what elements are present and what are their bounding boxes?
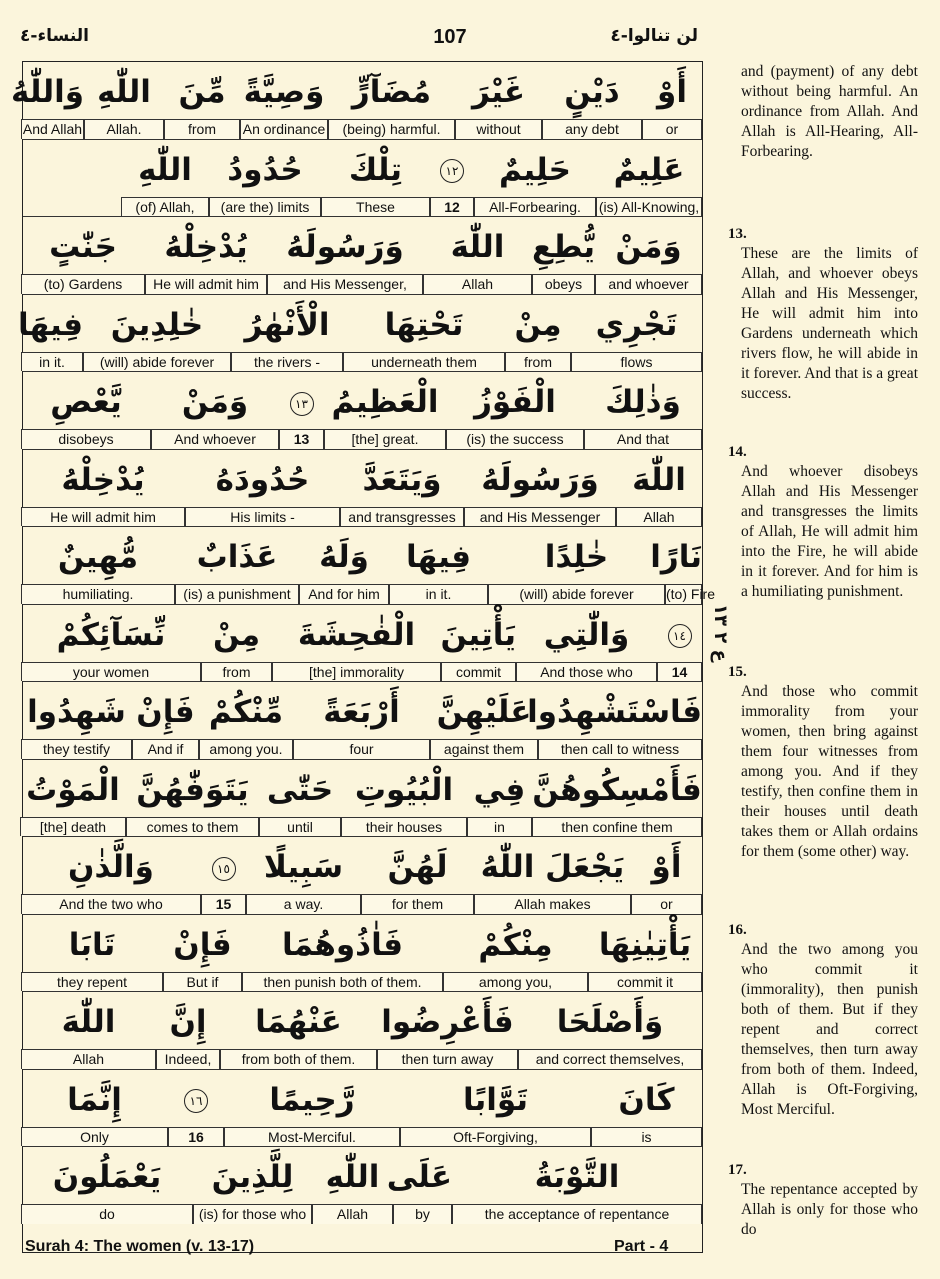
english-gloss: in: [467, 817, 532, 837]
arabic-word: إِنَّمَا: [67, 1081, 122, 1118]
arabic-word: الْأَنْهٰرُ: [244, 306, 330, 343]
arabic-word: يُدْخِلْهُ: [164, 229, 248, 265]
arabic-word: اللّٰهَ: [61, 1004, 116, 1040]
english-gloss: But if: [163, 972, 242, 992]
arabic-word: لِلَّذِينَ: [211, 1159, 294, 1195]
verse-end-marker: [201, 841, 246, 893]
arabic-line: [23, 837, 702, 893]
english-gloss: from: [201, 662, 272, 682]
arabic-word: يُّطِعِ: [531, 229, 595, 265]
english-line: [23, 1127, 702, 1147]
arabic-word: مِّنَ: [178, 74, 226, 110]
arabic-line: [23, 915, 702, 971]
english-gloss: underneath them: [343, 352, 505, 372]
arabic-word: تَحْتِهَا: [384, 306, 464, 343]
english-gloss: These: [321, 197, 430, 217]
translation-block: [728, 662, 918, 862]
arabic-word: سَبِيلًا: [263, 849, 344, 885]
arabic-word: وَيَتَعَدَّ: [362, 461, 442, 498]
translation-text: And those who commit immorality from your women, then bring against them four witnesses from among you. And if they testify, then confine them in their houses until death takes them or Allah ordains for them (some other) way.: [741, 683, 918, 860]
english-line: [23, 1049, 702, 1069]
english-line: [23, 507, 702, 527]
arabic-line: [23, 992, 702, 1048]
arabic-word: فِيهَا: [17, 306, 83, 343]
english-gloss: is: [591, 1127, 702, 1147]
ruku-marker: ع ٢ ١٣: [710, 604, 731, 662]
arabic-word: أَرْبَعَةً: [323, 694, 400, 730]
english-gloss: then punish both of them.: [242, 972, 443, 992]
footer-part: Part - 4: [614, 1238, 669, 1255]
arabic-word: حَتّٰى: [266, 771, 334, 808]
translation-text: These are the limits of Allah, and whoever obeys Allah and His Messenger, He will admit him into Gardens underneath which rivers flow, he will abide in it forever. And that is a great success.: [741, 245, 918, 402]
page-number: 107: [433, 26, 467, 48]
verse-number-circle: ١٦: [184, 1089, 208, 1113]
arabic-word: فِيهَا: [405, 539, 472, 575]
english-line: [23, 274, 702, 294]
english-gloss: An ordinance: [240, 119, 328, 139]
english-gloss: (being) harmful.: [328, 119, 455, 139]
english-line: [23, 739, 702, 759]
english-line: [23, 817, 702, 837]
english-gloss: flows: [571, 352, 702, 372]
verse-row: [23, 682, 702, 760]
arabic-word: شَهِدُوا: [27, 694, 126, 730]
arabic-word: فَإِنْ: [173, 926, 232, 963]
translation-verse-number: 16.: [728, 922, 747, 938]
english-gloss: among you,: [443, 972, 588, 992]
arabic-word: غَيْرَ: [471, 74, 526, 110]
verse-number-cell: 15: [201, 894, 246, 914]
english-line: [23, 662, 702, 682]
arabic-line: [23, 760, 702, 816]
verse-row: [23, 992, 702, 1070]
arabic-word: يَعْمَلُونَ: [52, 1159, 162, 1195]
arabic-word: وَالّٰتِي: [543, 616, 630, 653]
verse-row: [23, 217, 702, 295]
english-gloss: in it.: [21, 352, 83, 372]
arabic-word: حَلِيمٌ: [499, 151, 571, 188]
arabic-word: اللّٰهِ: [138, 151, 192, 188]
verse-number-circle: ١٥: [212, 857, 236, 881]
english-gloss: Only: [21, 1127, 168, 1147]
verse-row: [23, 760, 702, 838]
english-line: [23, 1204, 702, 1224]
english-gloss: commit it: [588, 972, 702, 992]
english-gloss: Allah: [616, 507, 702, 527]
verse-number-circle: ١٣: [290, 392, 314, 416]
arabic-word: تِلْكَ: [348, 151, 403, 188]
english-line: [23, 352, 702, 372]
english-gloss: four: [293, 739, 430, 759]
verse-number-cell: 16: [168, 1127, 224, 1147]
english-gloss: (is) for those who: [193, 1204, 312, 1224]
english-gloss: or: [642, 119, 702, 139]
arabic-word: مِنْ: [212, 616, 261, 653]
english-gloss: (will) abide forever: [488, 584, 665, 604]
arabic-word: دَيْنٍ: [564, 74, 620, 110]
english-gloss: Allah: [423, 274, 532, 294]
arabic-word: وَالَّذٰنِ: [68, 849, 154, 885]
arabic-word: مِنْكُمْ: [478, 926, 553, 963]
footer-surah-reference: Surah 4: The women (v. 13-17): [25, 1238, 255, 1255]
english-gloss: disobeys: [21, 429, 151, 449]
english-gloss: any debt: [542, 119, 642, 139]
arabic-word: وَأَصْلَحَا: [556, 1004, 664, 1040]
english-gloss: Allah.: [84, 119, 164, 139]
translation-block: [728, 442, 918, 602]
verse-row: [17, 295, 702, 373]
arabic-word: وَمَنْ: [181, 384, 249, 420]
arabic-word: الْمَوْتُ: [26, 771, 120, 808]
arabic-word: الْعَظِيمُ: [331, 384, 439, 420]
arabic-word: جَنّٰتٍ: [49, 229, 117, 265]
verse-number-circle: ١٢: [440, 159, 464, 183]
english-gloss: And for him: [299, 584, 389, 604]
arabic-word: اللّٰهِ: [325, 1159, 380, 1195]
arabic-word: مُضَآرٍّ: [351, 74, 432, 110]
arabic-line: [23, 372, 702, 428]
surah-name-header: النساء-٤: [20, 26, 89, 46]
english-gloss: for them: [361, 894, 474, 914]
english-gloss: comes to them: [126, 817, 259, 837]
arabic-word: أَوْ: [657, 74, 687, 110]
translation-text: And the two among you who commit it (immorality), then punish both of them. But if they repent and correct themselves, then turn away from both of them. Indeed, Allah is Oft-Forgiving, Most Merciful.: [741, 941, 918, 1118]
english-line: [23, 429, 702, 449]
english-gloss: And those who: [516, 662, 657, 682]
verse-number-cell: 14: [657, 662, 702, 682]
word-by-word-grid: [11, 61, 715, 1253]
english-gloss: And whoever: [151, 429, 279, 449]
arabic-word: لَهُنَّ: [387, 849, 448, 885]
english-gloss: then confine them: [532, 817, 702, 837]
english-gloss: He will admit him: [145, 274, 267, 294]
english-gloss: [the] immorality: [272, 662, 441, 682]
english-gloss: from: [164, 119, 240, 139]
arabic-word: فِي: [473, 771, 526, 808]
arabic-line: [23, 140, 702, 196]
english-line: [23, 972, 702, 992]
arabic-word: أَوْ: [651, 849, 682, 885]
english-gloss: against them: [430, 739, 538, 759]
english-gloss: from: [505, 352, 571, 372]
arabic-line: [17, 295, 702, 351]
arabic-word: عَلَى: [386, 1159, 452, 1195]
arabic-word: تَابَا: [68, 926, 116, 963]
arabic-line: [23, 605, 702, 661]
arabic-line: [23, 682, 702, 738]
arabic-word: حُدُودَهُ: [215, 461, 310, 498]
arabic-word: فَإِنْ: [136, 694, 195, 730]
english-line: [23, 894, 702, 914]
english-gloss: And Allah: [22, 121, 83, 137]
translation-block: [728, 224, 918, 404]
english-gloss: in it.: [389, 584, 488, 604]
arabic-word: مُّهِينٌ: [57, 539, 139, 575]
arabic-word: فَأَعْرِضُوا: [381, 1004, 514, 1040]
arabic-word: خٰلِدًا: [544, 539, 609, 575]
arabic-word: يَأْتِيٰنِهَا: [598, 926, 692, 963]
english-gloss: His limits -: [185, 507, 340, 527]
english-gloss: the acceptance of repentance: [452, 1204, 702, 1224]
english-gloss: their houses: [341, 817, 467, 837]
arabic-word: اللّٰهَ: [632, 461, 686, 498]
english-gloss: He will admit him: [21, 507, 185, 527]
translation-text: The repentance accepted by Allah is only for those who do: [741, 1181, 918, 1238]
translation-verse-number: 17.: [728, 1162, 747, 1178]
verse-row: [23, 140, 702, 218]
arabic-word: يَّعْصِ: [50, 384, 122, 420]
verse-row: [23, 372, 702, 450]
arabic-word: عَلِيمٌ: [613, 151, 685, 188]
arabic-word: وَمَنْ: [615, 229, 682, 265]
english-gloss: And if: [132, 739, 199, 759]
arabic-word: عَنْهُمَا: [255, 1004, 342, 1040]
verse-row: [23, 1070, 702, 1148]
english-gloss: And the two who: [21, 894, 201, 914]
english-gloss: humiliating.: [21, 584, 175, 604]
verse-number-cell: 12: [430, 197, 474, 217]
english-gloss: Allah makes: [474, 894, 631, 914]
arabic-word: إِنَّ: [169, 1004, 207, 1040]
arabic-word: فَأَمْسِكُوهُنَّ: [532, 771, 702, 808]
arabic-word: التَّوْبَةُ: [534, 1159, 620, 1195]
arabic-line: [23, 1070, 702, 1126]
english-gloss: until: [259, 817, 341, 837]
english-gloss: then turn away: [377, 1049, 518, 1069]
english-gloss: among you.: [199, 739, 293, 759]
arabic-word: تَجْرِي: [595, 306, 678, 343]
english-gloss: and His Messenger: [464, 507, 616, 527]
english-gloss: do: [21, 1204, 193, 1224]
english-gloss: (are the) limits: [209, 197, 321, 217]
arabic-line: [23, 450, 702, 506]
arabic-line: [11, 62, 702, 118]
arabic-word: مِنْ: [514, 306, 562, 343]
english-gloss: your women: [21, 662, 201, 682]
english-gloss: [the] death: [20, 817, 126, 837]
arabic-word: خٰلِدِينَ: [110, 306, 204, 343]
verse-number-circle: ١٤: [668, 624, 692, 648]
arabic-word: يَجْعَلَ اللّٰهُ: [480, 849, 625, 885]
arabic-word: تَوَّابًا: [463, 1081, 528, 1118]
translation-verse-number: 14.: [728, 444, 747, 460]
english-gloss: a way.: [246, 894, 361, 914]
english-gloss: Allah: [21, 1049, 156, 1069]
english-gloss: or: [631, 894, 702, 914]
translation-block: [728, 62, 918, 162]
arabic-word: يَأْتِينَ: [440, 616, 516, 653]
english-gloss: Allah: [312, 1204, 393, 1224]
english-gloss: and correct themselves,: [518, 1049, 702, 1069]
english-gloss: Oft-Forgiving,: [400, 1127, 591, 1147]
verse-row: [23, 837, 702, 915]
verse-row: [23, 915, 702, 993]
translation-text: and (payment) of any debt without being harmful. An ordinance from Allah. And Allah is All-Hearing, All-Forbearing.: [741, 63, 918, 160]
english-gloss: by: [393, 1204, 452, 1224]
english-gloss: and His Messenger,: [267, 274, 423, 294]
english-gloss: Indeed,: [156, 1049, 220, 1069]
arabic-word: الْفَوْزُ: [474, 384, 556, 420]
english-gloss: without: [455, 119, 542, 139]
arabic-word: الْفٰحِشَةَ: [297, 616, 416, 653]
arabic-word: وَصِيَّةً: [243, 74, 325, 110]
english-gloss: from both of them.: [220, 1049, 377, 1069]
arabic-word: رَّحِيمًا: [269, 1081, 355, 1118]
english-gloss: obeys: [532, 274, 595, 294]
arabic-word: نَارًا: [650, 539, 702, 575]
arabic-line: [23, 527, 702, 583]
arabic-word: نِّسَآئِكُمْ: [56, 616, 166, 653]
verse-end-marker: [430, 144, 474, 196]
arabic-word: مِّنْكُمْ: [208, 694, 284, 730]
arabic-word: وَاللّٰهُ: [11, 74, 84, 110]
verse-row: [23, 1147, 702, 1225]
verse-row: [11, 62, 702, 140]
arabic-word: حُدُودُ: [227, 151, 303, 188]
verse-end-marker: [279, 376, 324, 428]
english-gloss: (is) All-Knowing,: [596, 197, 702, 217]
english-gloss: then call to witness: [538, 739, 702, 759]
arabic-word: عَذَابٌ: [196, 539, 278, 575]
english-gloss: (to) Fire: [666, 586, 715, 602]
arabic-word: يَتَوَفّٰهُنَّ: [136, 771, 249, 808]
english-gloss: Most-Merciful.: [224, 1127, 400, 1147]
translation-text: And whoever disobeys Allah and His Messenger and transgresses the limits of Allah, He will admit him into the Fire, he will abide in it forever. And for him is a humiliating punishment.: [741, 463, 918, 600]
translation-verse-number: 13.: [728, 226, 747, 242]
english-gloss: and whoever: [595, 274, 702, 294]
verse-end-marker: [168, 1074, 224, 1126]
english-gloss: All-Forbearing.: [474, 197, 596, 217]
arabic-word: اللّٰهَ: [450, 229, 505, 265]
juz-name-header: لن تنالوا-٤: [610, 26, 698, 46]
english-gloss: [the] great.: [324, 429, 446, 449]
arabic-word: اللّٰهِ: [97, 74, 151, 110]
verse-row: [23, 527, 715, 605]
verse-number-cell: 13: [279, 429, 324, 449]
english-line: [23, 584, 715, 604]
arabic-word: وَلَهُ: [319, 539, 369, 575]
english-gloss: they repent: [21, 972, 163, 992]
english-gloss: (to) Gardens: [21, 274, 145, 294]
english-gloss: (of) Allah,: [121, 197, 209, 217]
verse-row: [23, 450, 702, 528]
arabic-word: عَلَيْهِنَّ: [436, 694, 532, 730]
arabic-word: فَاٰذُوهُمَا: [281, 926, 404, 963]
english-gloss: (is) the success: [446, 429, 584, 449]
english-line: [23, 119, 702, 139]
arabic-word: الْبُيُوتِ: [354, 771, 454, 808]
translation-block: [728, 920, 918, 1120]
english-gloss: and transgresses: [340, 507, 464, 527]
english-gloss: (is) a punishment: [175, 584, 299, 604]
english-gloss: the rivers -: [231, 352, 343, 372]
arabic-word: فَاسْتَشْهِدُوا: [527, 694, 702, 730]
english-line: [23, 197, 702, 217]
arabic-line: [23, 1147, 702, 1203]
arabic-word: كَانَ: [618, 1081, 675, 1118]
verse-row: [23, 605, 702, 683]
arabic-word: وَرَسُولَهُ: [286, 229, 404, 265]
english-gloss: commit: [441, 662, 516, 682]
arabic-word: يُدْخِلْهُ: [61, 461, 145, 498]
arabic-word: وَذٰلِكَ: [605, 384, 681, 420]
translation-verse-number: 15.: [728, 664, 747, 680]
arabic-word: وَرَسُولَهُ: [481, 461, 599, 498]
english-gloss: (will) abide forever: [83, 352, 231, 372]
english-gloss: And that: [584, 429, 702, 449]
verse-end-marker: [657, 609, 702, 661]
english-gloss: they testify: [21, 739, 132, 759]
arabic-line: [23, 217, 702, 273]
translation-block: [728, 1160, 918, 1240]
